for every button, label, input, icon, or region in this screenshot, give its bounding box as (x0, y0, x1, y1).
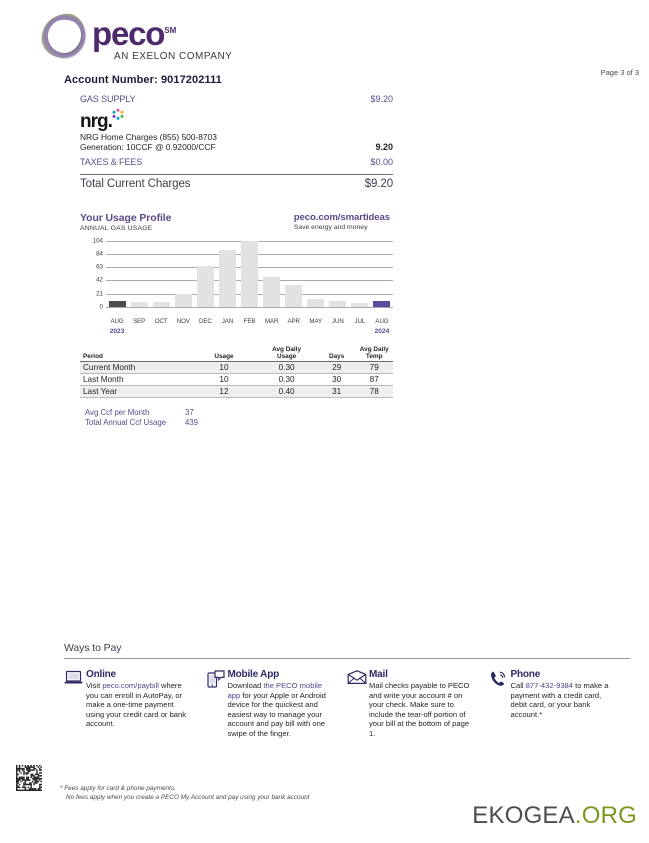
chart-bar-slot (283, 241, 305, 307)
cell-days: 30 (332, 375, 342, 384)
col-header-period: Period (80, 346, 193, 362)
chart-month-label: DEC (198, 318, 212, 325)
chart-year-label (327, 328, 349, 335)
datamatrix-barcode (16, 765, 42, 791)
cell-avg-daily-usage: 0.30 (278, 363, 295, 372)
peco-tagline: AN EXELON COMPANY (114, 51, 233, 62)
annual-gas-usage-chart (80, 237, 393, 335)
phone-icon (489, 669, 511, 739)
cell-period: Last Month (83, 375, 124, 384)
chart-year-label (238, 328, 260, 335)
chart-bar-slot (128, 241, 150, 307)
usage-summary-label: Avg Ccf per Month (85, 408, 150, 417)
ways-to-pay-divider (64, 658, 630, 659)
chart-plot-area (92, 237, 393, 311)
total-divider (80, 174, 393, 175)
cell-period: Last Year (83, 387, 118, 396)
chart-bar-slot (194, 241, 216, 307)
cell-days: 31 (332, 387, 342, 396)
smartideas-link[interactable]: peco.com/smartideas (293, 212, 390, 223)
cell-usage: 10 (219, 363, 229, 372)
chart-month-label: JUL (354, 318, 366, 325)
chart-bar (373, 301, 390, 307)
chart-bar-slot (238, 241, 260, 307)
chart-year-label: 2024 (374, 328, 390, 335)
usage-summary-value: 37 (185, 408, 194, 417)
nrg-block (80, 112, 393, 152)
payment-footnote (60, 784, 309, 802)
col-header-days: Days (318, 346, 356, 362)
col-header-avg-daily-temp-l2: Temp (365, 353, 383, 360)
gas-supply-amount: $9.20 (370, 94, 393, 104)
col-header-avg-daily-usage-l2: Usage (276, 353, 297, 360)
mobile-phone-icon (206, 669, 228, 739)
watermark-part-1: EKOGEA (472, 802, 575, 829)
taxes-fees-amount: $0.00 (370, 157, 393, 168)
account-number-label: Account Number: (64, 74, 158, 86)
chart-y-tick-label: 104 (92, 237, 103, 245)
chart-year-label (216, 328, 238, 335)
chart-bar-slot (261, 241, 283, 307)
usage-detail-table (80, 346, 393, 398)
chart-year-label (150, 328, 172, 335)
payment-method-link[interactable]: peco.com/paybill (102, 681, 159, 690)
laptop-icon (64, 669, 86, 739)
chart-month-label: OCT (154, 318, 168, 325)
gas-supply-label: GAS SUPPLY (80, 94, 136, 104)
usage-summary-row (85, 418, 198, 427)
payment-method-body (369, 669, 477, 739)
cell-usage: 10 (219, 375, 229, 384)
payment-method-body (228, 669, 336, 739)
chart-gridline (99, 303, 393, 311)
chart-bar (351, 303, 368, 307)
chart-year-label: 2023 (109, 328, 125, 335)
payment-method-text: Call 877-432-9384 to make a payment with a credit card, debit card, or your bank account.* (510, 681, 609, 719)
cell-days: 29 (332, 363, 342, 372)
chart-bars (106, 241, 393, 307)
chart-y-tick-label: 84 (96, 250, 103, 258)
payment-method-heading: Online (86, 669, 116, 680)
chart-month-label: AUG (375, 318, 389, 325)
usage-profile-title: Your Usage Profile (80, 212, 172, 224)
col-header-usage: Usage (193, 346, 256, 362)
table-row (80, 374, 393, 386)
page-number: Page 3 of 3 (600, 68, 639, 77)
chart-y-tick-label: 21 (96, 290, 103, 298)
payment-method-text: Mail checks payable to PECO and write your account # on your check. Make sure to include the tear-off portion of your bill at the bottom of page 1. (369, 681, 470, 738)
payment-method-link[interactable]: the PECO mobile app (227, 681, 323, 700)
chart-month-label: FEB (243, 318, 256, 325)
total-current-charges-row (80, 178, 393, 190)
charge-row-gas-supply (80, 94, 393, 104)
peco-logo-mark (38, 10, 90, 62)
chart-bar-slot (150, 241, 172, 307)
chart-bar-slot (349, 241, 371, 307)
col-header-avg-daily-usage-l1: Avg Daily (272, 346, 302, 353)
chart-bar (329, 301, 346, 307)
chart-month-label: MAR (264, 318, 279, 325)
chart-year-label (172, 328, 194, 335)
chart-y-tick-label: 0 (99, 303, 103, 311)
chart-month-label: JUN (331, 318, 344, 325)
cell-avg-daily-temp: 79 (369, 363, 379, 372)
taxes-fees-label: TAXES & FEES (80, 157, 143, 168)
chart-bar-slot (305, 241, 327, 307)
chart-bar (241, 241, 258, 307)
chart-bar (307, 299, 324, 307)
smartideas-promo (294, 212, 390, 231)
chart-year-label (194, 328, 216, 335)
col-header-avg-daily-usage (255, 346, 318, 362)
nrg-home-charges-line: NRG Home Charges (855) 500-8703 (80, 132, 217, 142)
usage-summary-value: 439 (185, 418, 199, 427)
ways-to-pay-title: Ways to Pay (64, 642, 122, 654)
chart-bar (263, 277, 280, 307)
ekogea-watermark (472, 802, 637, 830)
footnote-line-2: No fees apply when you create a PECO My Account and pay using your bank account (66, 794, 310, 801)
total-current-charges-amount: $9.20 (364, 178, 393, 191)
chart-bar-slot (172, 241, 194, 307)
smartideas-tagline: Save energy and money (293, 224, 368, 231)
usage-summary-row (85, 408, 198, 417)
chart-month-label: APR (287, 318, 300, 325)
chart-year-labels (106, 328, 393, 335)
chart-y-tick-label: 42 (96, 276, 103, 284)
chart-x-axis-labels (106, 318, 393, 325)
chart-y-tick-label: 63 (96, 263, 103, 271)
col-header-avg-daily-temp-l1: Avg Daily (359, 346, 389, 353)
table-row (80, 362, 393, 374)
cell-avg-daily-usage: 0.40 (278, 387, 295, 396)
chart-bar-slot (106, 241, 128, 307)
chart-month-label: SEP (133, 318, 146, 325)
account-number-value: 9017202111 (160, 74, 222, 86)
payment-method-heading: Phone (510, 669, 541, 680)
cell-avg-daily-temp: 87 (369, 375, 379, 384)
chart-bar (197, 266, 214, 307)
payment-method-online (64, 669, 206, 739)
payment-method-mail (347, 669, 489, 739)
ways-to-pay-section (64, 642, 630, 739)
account-number (64, 74, 222, 86)
peco-wordmark-text: peco (92, 15, 165, 52)
chart-month-label: NOV (176, 318, 190, 325)
payment-method-phone (489, 669, 631, 739)
nrg-burst-icon (111, 108, 125, 122)
payment-method-text: Visit peco.com/paybill where you can enroll in AutoPay, or make a one-time payment using your credit card or bank account. (86, 681, 187, 729)
chart-bar (175, 294, 192, 307)
payment-method-heading: Mail (369, 669, 388, 680)
usage-profile-subtitle: ANNUAL GAS USAGE (80, 225, 153, 232)
payment-method-heading: Mobile App (227, 669, 280, 680)
chart-bar (285, 285, 302, 307)
chart-bar (219, 250, 236, 307)
chart-bar-slot (327, 241, 349, 307)
usage-profile-section (80, 212, 393, 335)
chart-year-label (305, 328, 327, 335)
chart-bar-slot (371, 241, 393, 307)
chart-year-label (283, 328, 305, 335)
chart-month-label: AUG (110, 318, 124, 325)
nrg-generation-line: Generation: 10CCF @ 0.92000/CCF (80, 141, 216, 152)
cell-avg-daily-usage: 0.30 (278, 375, 295, 384)
nrg-wordmark: nrg. (80, 111, 112, 132)
payment-method-body (86, 669, 194, 739)
chart-bar (131, 302, 148, 307)
charge-row-taxes-fees (80, 157, 393, 167)
nrg-amount: 9.20 (375, 142, 393, 153)
chart-month-label: JAN (221, 318, 234, 325)
nrg-logo (80, 112, 126, 132)
cell-period: Current Month (83, 363, 136, 372)
usage-summary (85, 408, 198, 428)
usage-profile-header (80, 212, 393, 232)
chart-bar (153, 302, 170, 307)
total-current-charges-label: Total Current Charges (80, 178, 191, 191)
payment-method-link[interactable]: 877-432-9384 (525, 681, 573, 690)
peco-logo (38, 10, 232, 62)
table-row (80, 386, 393, 398)
chart-bar-slot (216, 241, 238, 307)
chart-year-label (128, 328, 150, 335)
payment-method-mobile-app (206, 669, 348, 739)
chart-year-label (261, 328, 283, 335)
usage-summary-label: Total Annual Ccf Usage (85, 418, 167, 427)
peco-sm-mark: SM (164, 26, 177, 35)
envelope-icon (347, 669, 369, 739)
peco-wordmark (92, 15, 177, 52)
cell-avg-daily-temp: 78 (369, 387, 379, 396)
chart-year-label (349, 328, 371, 335)
col-header-avg-daily-temp (355, 346, 393, 362)
footnote-line-1: * Fees apply for card & phone payments. (60, 785, 176, 792)
charges-section (80, 94, 393, 190)
chart-bar (109, 301, 126, 307)
watermark-part-2: .ORG (574, 802, 637, 829)
payment-method-body (511, 669, 619, 739)
payment-method-text: Download the PECO mobile app for your Apple or Android device for the quickest and easiest way to manage your account and pay bill with one swipe of the finger. (227, 681, 326, 738)
cell-usage: 12 (219, 387, 229, 396)
nrg-charge-detail (80, 133, 393, 152)
chart-month-label: MAY (309, 318, 323, 325)
